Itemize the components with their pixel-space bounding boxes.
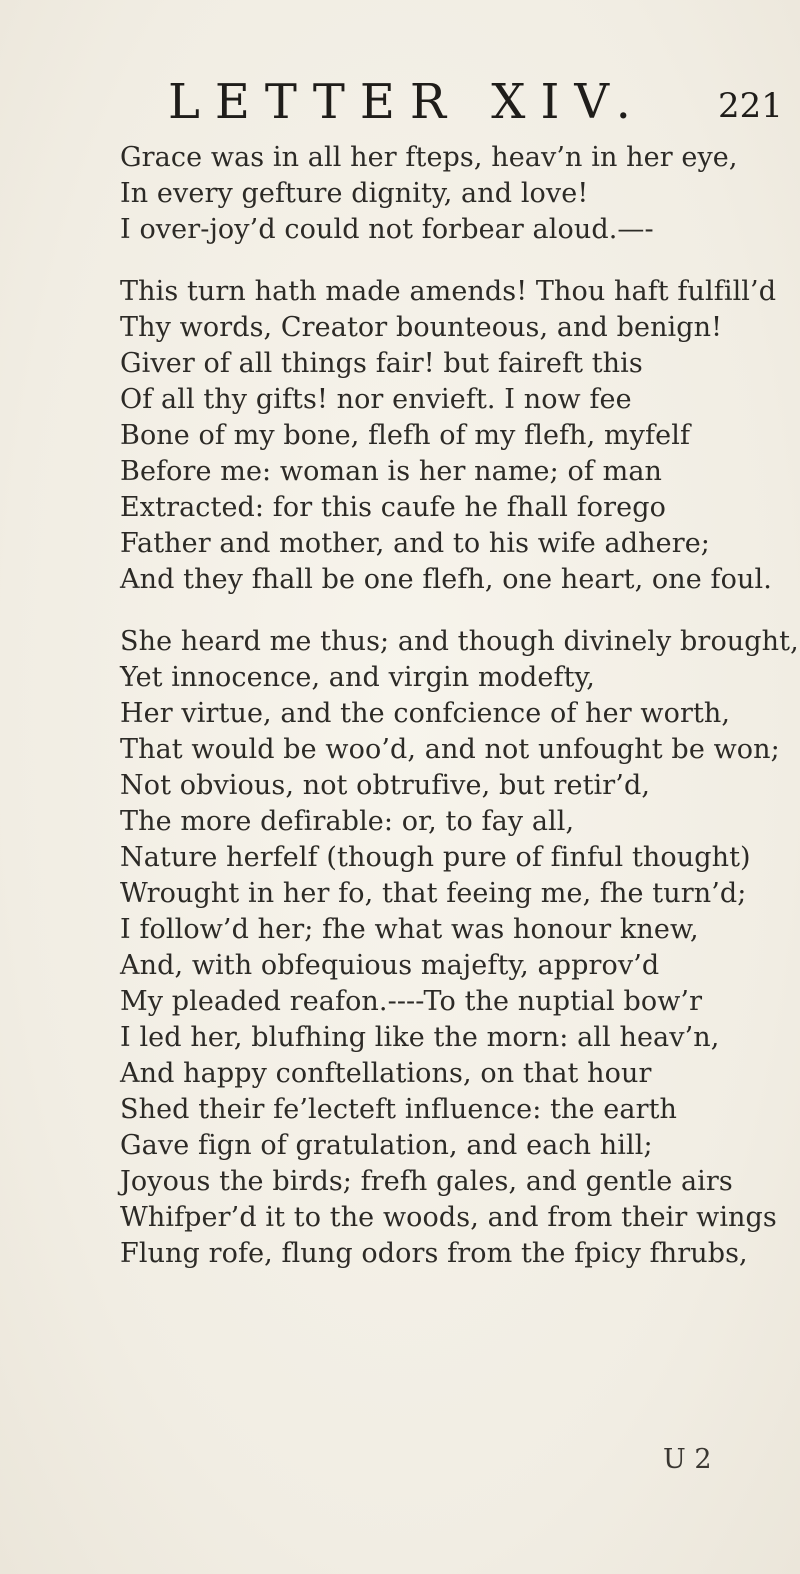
stanza-1 bbox=[120, 140, 780, 248]
verse-line: Flung rofe, flung odors from the fpicy fhrubs, bbox=[120, 1238, 748, 1269]
verse-line: Before me: woman is her name; of man bbox=[120, 456, 663, 487]
stanza-2 bbox=[120, 274, 780, 598]
stanza-3 bbox=[120, 624, 799, 1272]
verse-line: Shed their fe’lecteft influence: the earth bbox=[120, 1094, 678, 1125]
verse-line: Giver of all things fair! but faireft this bbox=[120, 348, 643, 379]
verse-line: Gave fign of gratulation, and each hill; bbox=[120, 1130, 653, 1161]
verse-line: I led her, blufhing like the morn: all heav’n, bbox=[120, 1022, 720, 1053]
verse-line: My pleaded reafon.----To the nuptial bow’r bbox=[120, 986, 703, 1017]
verse-line: The more defirable: or, to fay all, bbox=[120, 806, 575, 837]
verse-line: Yet innocence, and virgin modefty, bbox=[120, 662, 595, 693]
verse-line: And, with obfequious majefty, approv’d bbox=[120, 950, 660, 981]
verse-line: Of all thy gifts! nor envieft. I now fee bbox=[120, 384, 632, 415]
verse-line: Joyous the birds; frefh gales, and gentle airs bbox=[120, 1166, 733, 1197]
verse-line: I over-joy’d could not forbear aloud.—- bbox=[120, 214, 654, 245]
verse-line: Grace was in all her fteps, heav’n in her eye, bbox=[120, 142, 738, 173]
poem-text bbox=[120, 140, 799, 1298]
verse-line: Not obvious, not obtrufive, but retir’d, bbox=[120, 770, 651, 801]
page-header bbox=[0, 72, 800, 132]
verse-line: Her virtue, and the confcience of her worth, bbox=[120, 698, 731, 729]
verse-line: Thy words, Creator bounteous, and benign! bbox=[120, 312, 723, 343]
verse-line: Bone of my bone, flefh of my flefh, myfelf bbox=[120, 420, 691, 451]
verse-line: Wrought in her fo, that feeing me, fhe turn’d; bbox=[120, 878, 747, 909]
verse-line: Nature herfelf (though pure of finful thought) bbox=[120, 842, 751, 873]
verse-line: In every gefture dignity, and love! bbox=[120, 178, 589, 209]
catchword: U 2 bbox=[663, 1444, 712, 1475]
verse-line: Extracted: for this caufe he fhall forego bbox=[120, 492, 666, 523]
page-number: 221 bbox=[718, 86, 783, 126]
verse-line: That would be woo’d, and not unfought be won; bbox=[120, 734, 780, 765]
verse-line: She heard me thus; and though divinely brought, bbox=[120, 626, 799, 657]
verse-line: Father and mother, and to his wife adhere; bbox=[120, 528, 710, 559]
verse-line: And happy conftellations, on that hour bbox=[120, 1058, 652, 1089]
running-title: LETTER XIV. bbox=[168, 74, 646, 130]
verse-line: This turn hath made amends! Thou haft fulfill’d bbox=[120, 276, 777, 307]
verse-line: Whifper’d it to the woods, and from their wings bbox=[120, 1202, 777, 1233]
verse-line: I follow’d her; fhe what was honour knew, bbox=[120, 914, 699, 945]
verse-line: And they fhall be one flefh, one heart, one foul. bbox=[120, 564, 772, 595]
